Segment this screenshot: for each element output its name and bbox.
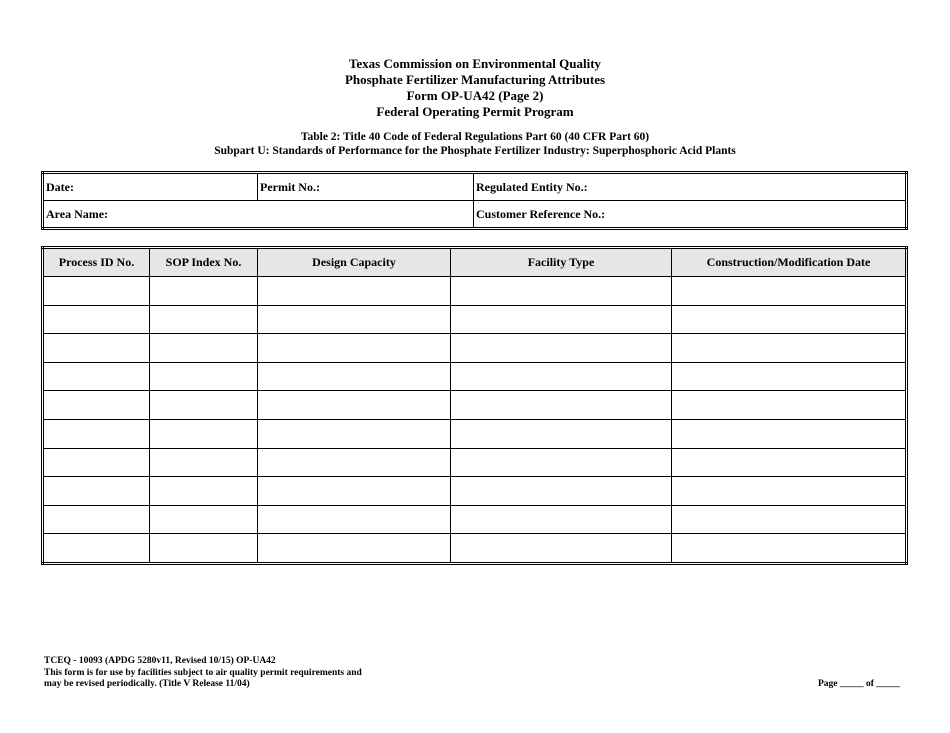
table-cell[interactable] [672, 448, 907, 477]
column-header: Construction/Modification Date [672, 248, 907, 277]
form-footer [44, 656, 362, 691]
table-cell[interactable] [43, 305, 150, 334]
table-cell[interactable] [43, 362, 150, 391]
column-header: Process ID No. [43, 248, 150, 277]
table-cell[interactable] [672, 477, 907, 506]
table-row [43, 305, 907, 334]
table-row [43, 362, 907, 391]
table-cell[interactable] [258, 277, 451, 306]
table-cell[interactable] [451, 419, 672, 448]
table-cell[interactable] [258, 334, 451, 363]
table-cell[interactable] [672, 391, 907, 420]
table-title: Table 2: Title 40 Code of Federal Regulations Part 60 (40 CFR Part 60) [300, 131, 650, 143]
table-cell[interactable] [258, 362, 451, 391]
table-cell[interactable] [43, 534, 150, 564]
table-cell[interactable] [258, 448, 451, 477]
table-cell[interactable] [451, 391, 672, 420]
table-cell[interactable] [451, 448, 672, 477]
table-cell[interactable] [451, 305, 672, 334]
program-name: Federal Operating Permit Program [376, 104, 574, 119]
table-row [43, 448, 907, 477]
agency-title: Texas Commission on Environmental Quality [348, 56, 602, 71]
table-cell[interactable] [43, 277, 150, 306]
table-cell[interactable] [451, 334, 672, 363]
page-number: Page _____ of _____ [818, 679, 901, 689]
date-field[interactable]: Date: [43, 173, 258, 201]
table-cell[interactable] [672, 505, 907, 534]
table-cell[interactable] [451, 277, 672, 306]
table-cell[interactable] [43, 477, 150, 506]
usage-note: This form is for use by facilities subject to air quality permit requirements and [44, 667, 362, 678]
form-revision: TCEQ - 10093 (APDG 5280v11, Revised 10/15) OP-UA42 [44, 656, 276, 666]
table-cell[interactable] [150, 305, 258, 334]
table-row [43, 505, 907, 534]
table-cell[interactable] [672, 419, 907, 448]
table-cell[interactable] [43, 505, 150, 534]
table-cell[interactable] [258, 419, 451, 448]
table-cell[interactable] [258, 505, 451, 534]
table-cell[interactable] [672, 305, 907, 334]
table-cell[interactable] [150, 334, 258, 363]
table-row [43, 534, 907, 564]
table-cell[interactable] [43, 334, 150, 363]
table-cell[interactable] [150, 534, 258, 564]
table-row [43, 419, 907, 448]
table-cell[interactable] [672, 362, 907, 391]
table-cell[interactable] [451, 505, 672, 534]
table-cell[interactable] [672, 534, 907, 564]
table-cell[interactable] [150, 391, 258, 420]
table-cell[interactable] [150, 505, 258, 534]
table-cell[interactable] [451, 362, 672, 391]
table-cell[interactable] [258, 391, 451, 420]
table-cell[interactable] [258, 534, 451, 564]
table-row [43, 391, 907, 420]
form-header [0, 56, 950, 120]
table-cell[interactable] [672, 334, 907, 363]
table-cell[interactable] [150, 477, 258, 506]
table-cell[interactable] [43, 419, 150, 448]
attributes-table [41, 246, 908, 565]
table-cell[interactable] [150, 362, 258, 391]
form-subject: Phosphate Fertilizer Manufacturing Attributes [344, 72, 606, 87]
table-header-row [43, 248, 907, 277]
table-cell[interactable] [258, 477, 451, 506]
table-cell[interactable] [150, 448, 258, 477]
table-cell[interactable] [451, 534, 672, 564]
table-cell[interactable] [672, 277, 907, 306]
column-header: Facility Type [451, 248, 672, 277]
table-cell[interactable] [258, 305, 451, 334]
table-cell[interactable] [451, 477, 672, 506]
release-note: may be revised periodically. (Title V Release 11/04) [44, 679, 250, 689]
permit-number-field[interactable]: Permit No.: [258, 173, 474, 201]
column-header: SOP Index No. [150, 248, 258, 277]
table-cell[interactable] [43, 391, 150, 420]
table-subtitle: Subpart U: Standards of Performance for the Phosphate Fertilizer Industry: Superphosphoric Acid Plants [214, 145, 736, 157]
table-cell[interactable] [150, 419, 258, 448]
table-row [43, 277, 907, 306]
table-cell[interactable] [43, 448, 150, 477]
table-cell[interactable] [150, 277, 258, 306]
table-caption [0, 130, 950, 158]
regulated-entity-field[interactable]: Regulated Entity No.: [474, 173, 907, 201]
table-row [43, 334, 907, 363]
customer-reference-field[interactable]: Customer Reference No.: [474, 201, 907, 229]
area-name-field[interactable]: Area Name: [43, 201, 474, 229]
identification-table [41, 171, 908, 230]
form-number: Form OP-UA42 (Page 2) [406, 88, 544, 103]
column-header: Design Capacity [258, 248, 451, 277]
table-row [43, 477, 907, 506]
